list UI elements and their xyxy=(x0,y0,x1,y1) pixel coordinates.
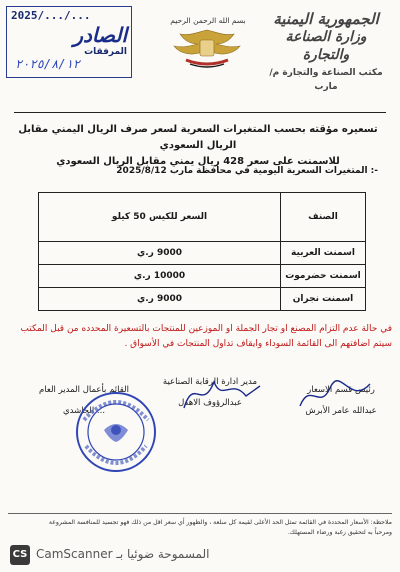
reference-stamp xyxy=(6,6,132,78)
subject-line2: للاسمنت على سعر 428 ريال يمني مقابل الريال السعودي xyxy=(56,156,340,167)
header-divider xyxy=(14,112,386,113)
ministry-name-line2: وزارة الصناعة والتجارة xyxy=(285,29,367,63)
signature-name: عبدالرؤوف الاهدل xyxy=(178,398,242,408)
signature-scribble-icon xyxy=(176,372,266,416)
scanner-watermark-text: المسموحة ضوئيا بـ CamScanner xyxy=(36,547,210,561)
camscanner-logo-icon: CS xyxy=(10,545,30,565)
ministry-name-line1: الجمهورية اليمنية xyxy=(273,10,379,28)
signature-name: عبدالله عامر الأبرش xyxy=(305,406,377,416)
footnote-divider xyxy=(8,513,392,514)
basmala: بسم الله الرحمن الرحيم xyxy=(170,16,246,25)
notice-line2: سيتم اضافتهم الى القائمة السوداء وايقاف تداول المنتجات في الأسواق . xyxy=(124,339,392,349)
row-item-name: اسمنت العربية xyxy=(281,242,366,265)
column-header-price: السعر للكيس 50 كيلو xyxy=(39,193,281,242)
office-name: مكتب الصناعة والتجارة م/مارب xyxy=(269,68,383,92)
table-row xyxy=(39,242,366,265)
row-item-price: 10000 ر.ي xyxy=(39,265,281,288)
yemen-eagle-emblem-icon xyxy=(168,26,246,70)
stamp-handwritten-date: ٢٠٢٥/٨/١٢ xyxy=(15,57,81,71)
column-header-item: الصنف xyxy=(281,193,366,242)
compliance-notice xyxy=(10,322,392,352)
document-subject xyxy=(8,122,388,170)
ministry-header xyxy=(266,10,386,94)
footnote-line1: ملاحظة: الأسعار المحددة في القائمة تمثل الحد الأعلى لقيمة كل سلعة ، والظهور أي سعر اقل من ذلك فهو تجسيد للمنافسة المشروعة xyxy=(48,519,392,526)
table-row xyxy=(39,288,366,311)
signature-name: ... الجاشدي xyxy=(62,406,106,416)
signature-title: مدير ادارة الرقابة الصناعية xyxy=(162,377,258,387)
stamp-reference: الصادر xyxy=(73,23,127,47)
signature-title: رئيس قسم الاسعار xyxy=(307,385,375,395)
row-item-price: 9000 ر.ي xyxy=(39,242,281,265)
official-seal-icon xyxy=(74,390,158,474)
row-item-name: اسمنت نجران xyxy=(281,288,366,311)
table-row xyxy=(39,265,366,288)
price-table xyxy=(38,192,366,311)
stamp-date: 2025/.../... xyxy=(11,9,91,22)
price-intro: -: المتغيرات السعرية اليومية في محافظة مارب 2025/8/12 xyxy=(116,166,378,176)
row-item-name: اسمنت حضرموت xyxy=(281,265,366,288)
footnote xyxy=(8,518,392,538)
footnote-line2: ومرحباً به لتحقيق رغبة ورضاء المستهلك. xyxy=(287,529,392,536)
table-header-row xyxy=(39,193,366,242)
stamp-attachments: المرفقات xyxy=(84,47,127,57)
row-item-price: 9000 ر.ي xyxy=(39,288,281,311)
subject-line1: تسعيره مؤقته بحسب المتغيرات السعرية لسعر صرف الريال اليمني مقابل الريال السعودي xyxy=(18,124,378,151)
notice-line1: في حالة عدم التزام المصنع او تجار الجملة او الموزعين للمنتجات بالتسعيرة المحدده من قبل المكتب xyxy=(20,324,392,334)
signature-title: القائم بأعمال المدير العام xyxy=(39,385,129,395)
signature-scribble-icon xyxy=(290,376,380,416)
